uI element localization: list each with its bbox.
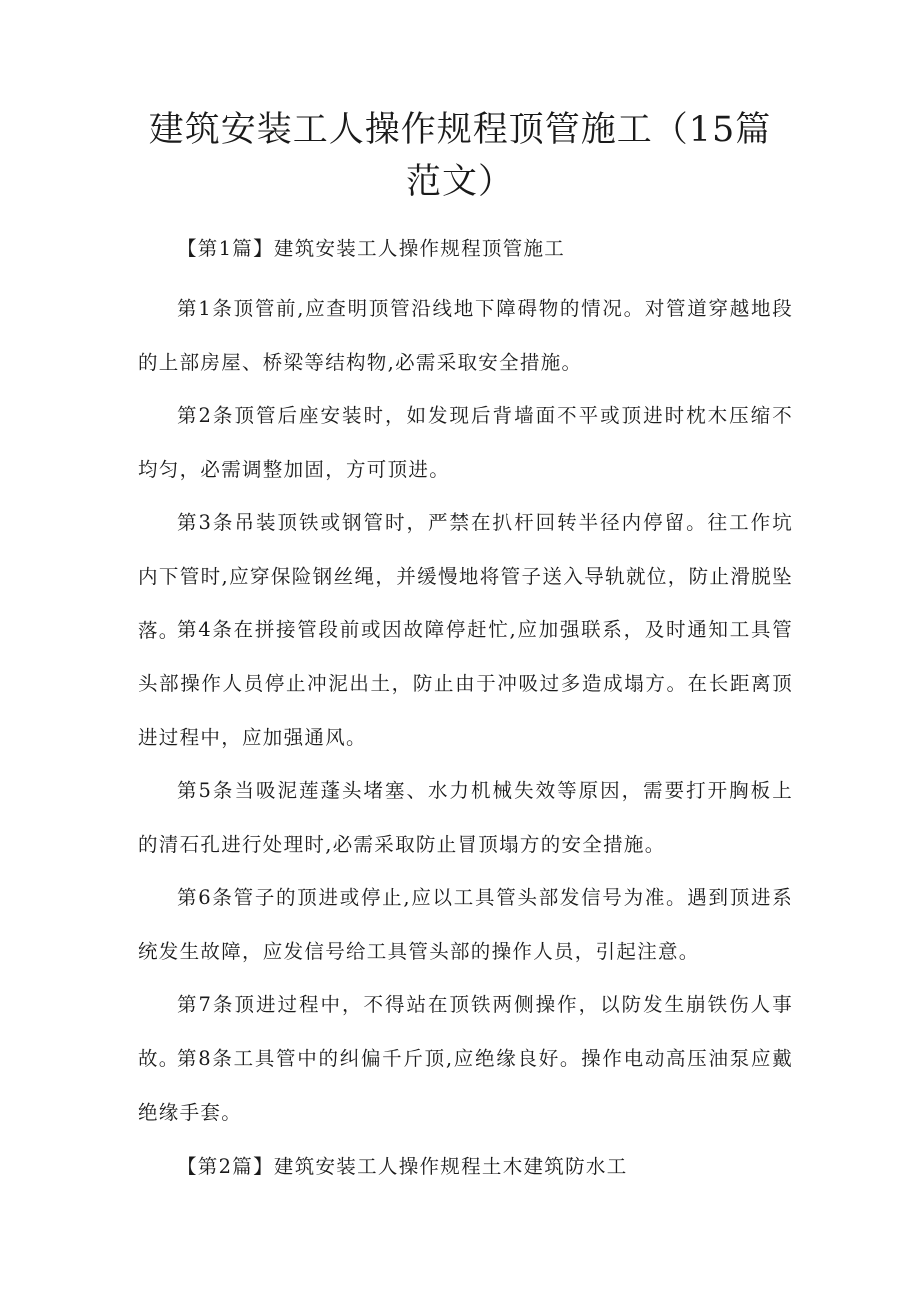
clause-8: 第8条工具管中的纠偏千斤顶,应绝缘良好。操作电动高压油泵应戴绝缘手套。 [138,1047,793,1124]
section-heading-1: 【第1篇】建筑安装工人操作规程顶管施工 [177,237,566,260]
clause-3: 第3条吊装顶铁或钢管时，严禁在扒杆回转半径内停留。往工作坑内下管时,应穿保险钢丝绳，并缓慢地将管子送入导轨就位，防止滑脱坠落。 [138,511,793,642]
document-title: 建筑安装工人操作规程顶管施工（15篇范文） [148,110,772,202]
clause-2: 第2条顶管后座安装时，如发现后背墙面不平或顶进时枕木压缩不均匀，必需调整加固，方可顶进。 [138,404,793,481]
clause-6: 第6条管子的顶进或停止,应以工具管头部发信号为准。遇到顶进系统发生故障，应发信号给工具管头部的操作人员，引起注意。 [138,886,793,963]
clause-4: 第4条在拼接管段前或因故障停赶忙,应加强联系，及时通知工具管头部操作人员停止冲泥出土，防止由于冲吸过多造成塌方。在长距离顶进过程中，应加强通风。 [138,618,793,749]
clause-5: 第5条当吸泥莲蓬头堵塞、水力机械失效等原因，需要打开胸板上的清石孔进行处理时,必需采取防止冒顶塌方的安全措施。 [138,779,793,856]
section-heading-2: 【第2篇】建筑安装工人操作规程土木建筑防水工 [177,1155,628,1178]
clause-7: 第7条顶进过程中，不得站在顶铁两侧操作，以防发生崩铁伤人事故。 [138,993,793,1070]
clause-1: 第1条顶管前,应查明顶管沿线地下障碍物的情况。对管道穿越地段的上部房屋、桥梁等结构物,必需采取安全措施。 [138,297,793,374]
